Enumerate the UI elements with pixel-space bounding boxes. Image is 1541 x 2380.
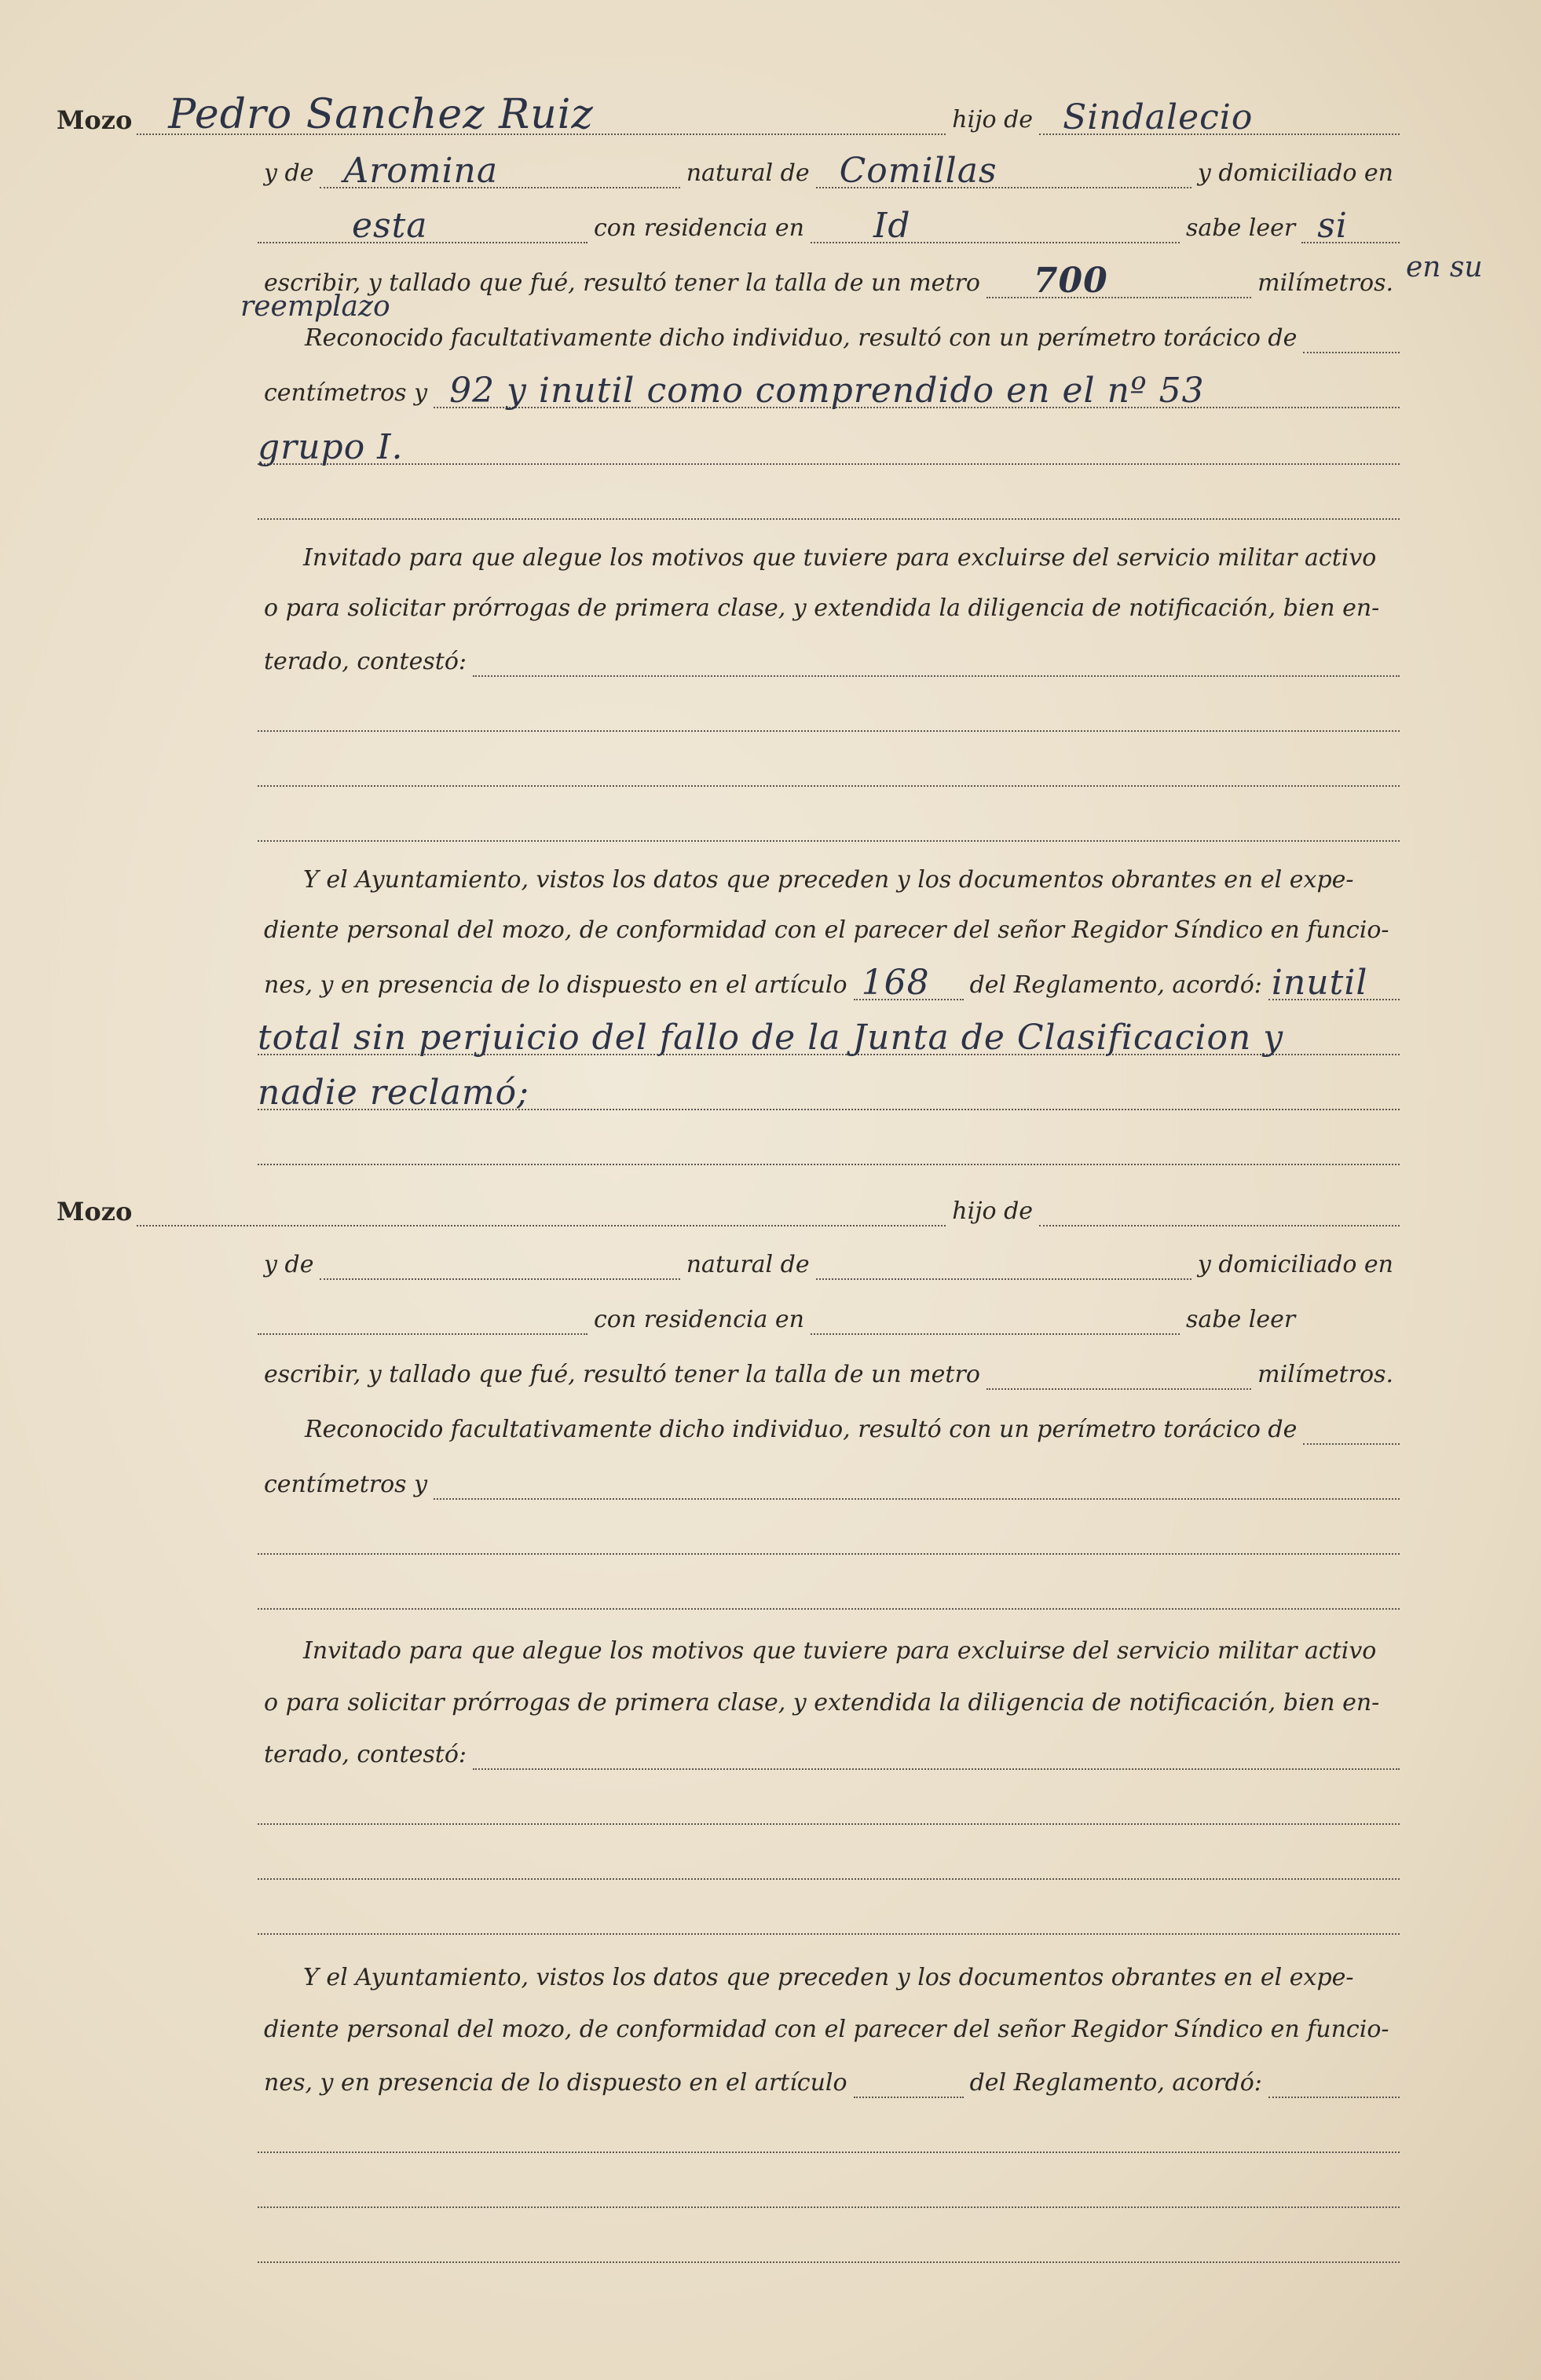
r1-acordo-line-3 xyxy=(258,1073,1400,1113)
r1-line-18 xyxy=(258,1018,1400,1058)
r1-residencia-field xyxy=(811,206,1180,246)
r1-grupo-field xyxy=(258,427,1400,467)
r1-name-field xyxy=(137,91,946,138)
r2-blank-line-8 xyxy=(258,2232,1400,2263)
r2-line-8 xyxy=(258,1578,1400,1610)
r2-line-11 xyxy=(258,1738,1400,1770)
r1-line-19 xyxy=(258,1073,1400,1113)
r2-line-19 xyxy=(258,2177,1400,2208)
r1-line-2 xyxy=(258,151,1400,191)
r2-line-18 xyxy=(258,2122,1400,2153)
r2-reconocido-label: Reconocido facultativamente dicho individuo, resultó con un perímetro torácico de xyxy=(305,1416,1298,1443)
r1-invitado-3: terado, contestó: xyxy=(264,648,467,675)
r1-ayunt-3a: nes, y en presencia de lo dispuesto en el artículo xyxy=(264,971,847,999)
r1-line-8 xyxy=(258,488,1400,520)
r1-line-20 xyxy=(258,1134,1400,1165)
r1-blank-line-2 xyxy=(258,700,1400,732)
r2-talla-field xyxy=(986,1358,1251,1390)
r2-line-17 xyxy=(258,2067,1400,2098)
r2-line-10 xyxy=(258,1688,1400,1718)
r1-milimetros-label: milímetros. xyxy=(1257,269,1393,297)
r2-line-14 xyxy=(258,1903,1400,1935)
r2-ayunt-3a: nes, y en presencia de lo dispuesto en el artículo xyxy=(264,2069,847,2097)
r1-father-value: Sindalecio xyxy=(1063,97,1254,137)
r2-milimetros-label: milímetros. xyxy=(1257,1361,1393,1388)
r1-sabeleer-label: sabe leer xyxy=(1185,214,1296,242)
r1-ayunt-3b: del Reglamento, acordó: xyxy=(969,971,1262,999)
r1-contesto-field xyxy=(473,645,1400,677)
r1-blank-line-5 xyxy=(258,1134,1400,1165)
r2-ayunt-1: Y el Ayuntamiento, vistos los datos que preceden y los documentos obrantes en el expe- xyxy=(303,1964,1354,1991)
r2-contesto-field xyxy=(473,1738,1400,1770)
r1-centimetros-label: centímetros y xyxy=(264,379,428,407)
r2-perimetro-blank xyxy=(1303,1413,1400,1445)
r1-talla-field xyxy=(986,261,1251,301)
r1-blank-line-1 xyxy=(258,488,1400,520)
r2-blank-line-6 xyxy=(258,2122,1400,2153)
r1-residencia-value: Id xyxy=(873,206,911,246)
r1-line-14 xyxy=(258,810,1400,842)
r1-yde-label: y de xyxy=(264,159,314,187)
r1-mozo-label: Mozo xyxy=(57,105,133,135)
r2-invitado-3: terado, contestó: xyxy=(264,1741,467,1768)
r2-blank-line-3 xyxy=(258,1793,1400,1825)
r1-line-6 xyxy=(258,371,1400,411)
r2-line-15 xyxy=(258,1963,1400,1993)
r1-acordo-value-2: total sin perjuicio del fallo de la Junta de Clasificacion y xyxy=(258,1018,1284,1058)
r2-invitado-1: Invitado para que alegue los motivos que tuviere para excluirse del servicio militar activo xyxy=(303,1637,1377,1665)
r2-articulo-field xyxy=(854,2067,964,2098)
r1-acordo-value-3: nadie reclamó; xyxy=(258,1073,529,1113)
r1-domicilio-value: esta xyxy=(352,206,428,246)
r1-blank-line-3 xyxy=(258,755,1400,787)
r2-line-5 xyxy=(258,1413,1400,1445)
r2-line-2 xyxy=(258,1248,1400,1280)
r1-line-7 xyxy=(258,427,1400,467)
r1-line-4 xyxy=(258,261,1400,301)
r2-line-9 xyxy=(258,1636,1400,1666)
r1-ayunt-1: Y el Ayuntamiento, vistos los datos que preceden y los documentos obrantes en el expe- xyxy=(303,866,1354,894)
r1-line-9 xyxy=(258,543,1400,573)
r1-ayunt-2: diente personal del mozo, de conformidad con el parecer del señor Regidor Síndico en funcio- xyxy=(264,916,1389,944)
r1-domiciliado-label: y domiciliado en xyxy=(1197,159,1393,187)
r2-ayunt-2: diente personal del mozo, de conformidad con el parecer del señor Regidor Síndico en funcio- xyxy=(264,2016,1389,2043)
r2-invitado-2: o para solicitar prórrogas de primera clase, y extendida la diligencia de notificación, bien en- xyxy=(264,1689,1380,1716)
r1-mother-value: Aromina xyxy=(343,151,499,191)
r2-hijo-label: hijo de xyxy=(952,1197,1034,1225)
r1-hijo-label: hijo de xyxy=(952,106,1034,133)
r1-natural-label: natural de xyxy=(686,159,810,187)
r2-name-field xyxy=(137,1195,946,1227)
r1-invitado-2: o para solicitar prórrogas de primera clase, y extendida la diligencia de notificación, bien en- xyxy=(264,594,1380,622)
r2-domicilio-field xyxy=(258,1303,587,1335)
r2-domiciliado-label: y domiciliado en xyxy=(1197,1251,1393,1278)
r1-line-1 xyxy=(57,91,1400,138)
r1-talla-value: 700 xyxy=(1033,261,1108,301)
r1-line-10 xyxy=(258,594,1400,623)
r2-mozo-label: Mozo xyxy=(57,1197,133,1227)
r1-reconocido-label: Reconocido facultativamente dicho individuo, resultó con un perímetro torácico de xyxy=(305,324,1298,352)
r1-line-12 xyxy=(258,700,1400,732)
r2-blank-line-4 xyxy=(258,1848,1400,1880)
r1-grupo-value: grupo I. xyxy=(258,427,404,467)
r1-mother-field xyxy=(320,151,679,191)
r1-line-13 xyxy=(258,755,1400,787)
r2-sabeleer-label: sabe leer xyxy=(1185,1306,1296,1333)
r2-residencia-label: con residencia en xyxy=(594,1306,804,1333)
r2-acordo-field xyxy=(1268,2067,1400,2098)
r2-line-13 xyxy=(258,1848,1400,1880)
r1-perimetro-field xyxy=(434,371,1400,411)
r2-blank-line-2 xyxy=(258,1578,1400,1610)
r2-line-16 xyxy=(258,2015,1400,2045)
r1-line-15 xyxy=(258,865,1400,895)
r1-natural-field xyxy=(816,151,1191,191)
r1-sabeleer-field xyxy=(1301,206,1400,246)
r2-ayunt-3b: del Reglamento, acordó: xyxy=(969,2069,1262,2097)
r2-mother-field xyxy=(320,1248,679,1280)
r1-father-field xyxy=(1039,97,1400,137)
r1-line-5 xyxy=(258,322,1400,353)
r1-acordo-field xyxy=(1268,963,1400,1003)
r1-articulo-field xyxy=(854,963,964,1003)
r1-invitado-1: Invitado para que alegue los motivos que tuviere para excluirse del servicio militar activo xyxy=(303,544,1377,572)
r2-line-12 xyxy=(258,1793,1400,1825)
r1-name-value: Pedro Sanchez Ruiz xyxy=(168,91,594,138)
r2-line-4 xyxy=(258,1358,1400,1390)
r1-articulo-value: 168 xyxy=(861,963,930,1003)
r1-line-3 xyxy=(258,206,1400,246)
r2-centimetros-label: centímetros y xyxy=(264,1471,428,1498)
r2-father-field xyxy=(1039,1195,1400,1227)
r1-natural-value: Comillas xyxy=(839,151,997,191)
r1-domicilio-field xyxy=(258,206,587,246)
r2-line-1 xyxy=(57,1195,1400,1227)
r1-blank-line-4 xyxy=(258,810,1400,842)
r2-blank-line-5 xyxy=(258,1903,1400,1935)
r2-perimetro-field xyxy=(434,1468,1400,1500)
r2-line-3 xyxy=(258,1303,1400,1335)
r1-line-16 xyxy=(258,916,1400,945)
r1-acordo-value-1: inutil xyxy=(1271,963,1368,1003)
r1-line-11 xyxy=(258,645,1400,677)
r1-line-17 xyxy=(258,963,1400,1003)
r2-natural-field xyxy=(816,1248,1191,1280)
r1-residencia-label: con residencia en xyxy=(594,214,804,242)
r2-line-7 xyxy=(258,1523,1400,1555)
r1-perimetro-value: 92 y inutil como comprendido en el nº 53 xyxy=(449,371,1205,411)
r2-yde-label: y de xyxy=(264,1251,314,1278)
r2-escribir-label: escribir, y tallado que fué, resultó tener la talla de un metro xyxy=(264,1361,980,1388)
r1-perimetro-blank xyxy=(1303,322,1400,353)
r2-residencia-field xyxy=(811,1303,1180,1335)
r2-blank-line-7 xyxy=(258,2177,1400,2208)
r1-sabeleer-value: si xyxy=(1317,206,1348,246)
r2-line-6 xyxy=(258,1468,1400,1500)
r2-natural-label: natural de xyxy=(686,1251,810,1278)
r1-escribir-label: escribir, y tallado que fué, resultó tener la talla de un metro xyxy=(264,269,980,297)
r2-line-20 xyxy=(258,2232,1400,2263)
r2-blank-line-1 xyxy=(258,1523,1400,1555)
r1-acordo-line-2 xyxy=(258,1018,1400,1058)
r1-margin-note-1: en su xyxy=(1406,251,1483,283)
r1-margin-note-2: reemplazo xyxy=(240,291,390,323)
